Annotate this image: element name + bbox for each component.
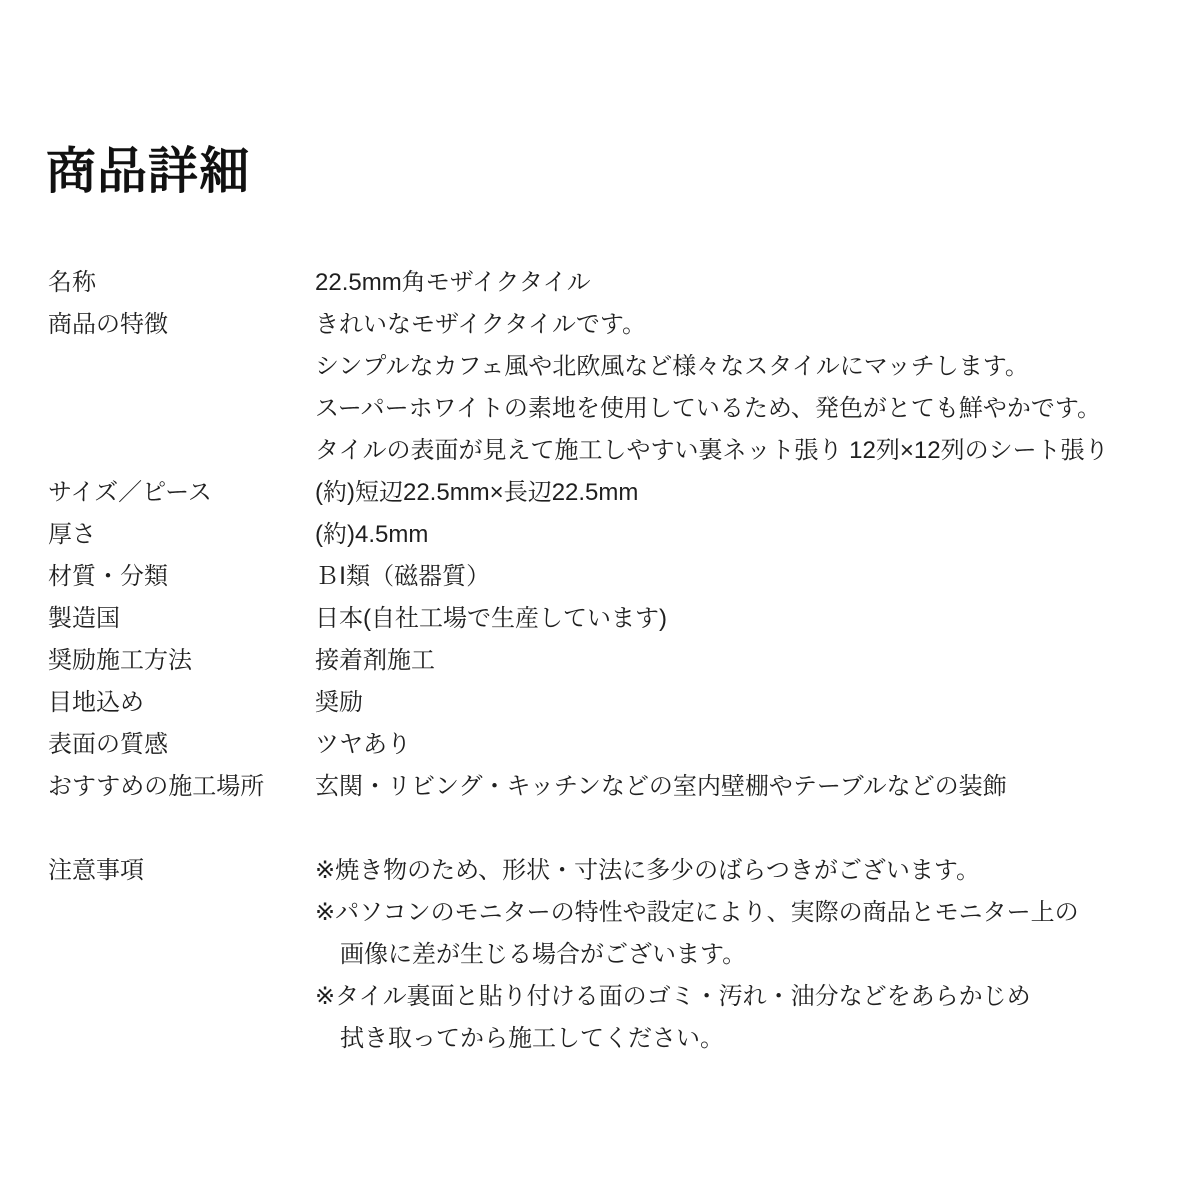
row-label: 目地込め bbox=[48, 689, 144, 716]
spec-table bbox=[48, 262, 1170, 1060]
row-value bbox=[315, 682, 1170, 724]
table-row-notes bbox=[48, 850, 1170, 1060]
row-label: 厚さ bbox=[48, 521, 96, 548]
table-row-size bbox=[48, 472, 1170, 514]
value-line: 玄関・リビング・キッチンなどの室内壁棚やテーブルなどの装飾 bbox=[315, 773, 1007, 800]
value-line: スーパーホワイトの素地を使用しているため、発色がとても鮮やかです。 bbox=[315, 395, 1101, 422]
row-label: おすすめの施工場所 bbox=[48, 773, 265, 800]
row-label: 表面の質感 bbox=[48, 731, 168, 758]
row-label: サイズ／ピース bbox=[48, 479, 212, 506]
table-row-country bbox=[48, 598, 1170, 640]
note-line: ※パソコンのモニターの特性や設定により、実際の商品とモニター上の bbox=[315, 899, 1079, 926]
row-value bbox=[315, 640, 1170, 682]
table-row-name bbox=[48, 262, 1170, 304]
note-line: ※タイル裏面と貼り付ける面のゴミ・汚れ・油分などをあらかじめ bbox=[315, 983, 1031, 1010]
value-line: 22.5mm角モザイクタイル bbox=[315, 269, 591, 296]
value-line: 奨励 bbox=[315, 689, 363, 716]
row-label: 名称 bbox=[48, 269, 96, 296]
value-line: ＢⅠ類（磁器質） bbox=[315, 563, 491, 590]
row-label: 奨励施工方法 bbox=[48, 647, 192, 674]
row-value bbox=[315, 262, 1170, 304]
note-line-continuation: 画像に差が生じる場合がございます。 bbox=[340, 941, 747, 968]
row-value bbox=[315, 724, 1170, 766]
row-value bbox=[315, 304, 1170, 472]
row-label: 材質・分類 bbox=[48, 563, 168, 590]
page-title: 商品詳細 bbox=[46, 143, 250, 199]
value-line: (約)短辺22.5mm×長辺22.5mm bbox=[315, 479, 639, 506]
value-line: ツヤあり bbox=[315, 731, 411, 758]
table-row-recommended-places bbox=[48, 766, 1170, 808]
note-line-continuation: 拭き取ってから施工してください。 bbox=[340, 1025, 724, 1052]
table-row-grout bbox=[48, 682, 1170, 724]
row-label: 商品の特徴 bbox=[48, 311, 168, 338]
row-label: 注意事項 bbox=[48, 857, 144, 884]
row-label: 製造国 bbox=[48, 605, 120, 632]
note-line: ※焼き物のため、形状・寸法に多少のばらつきがございます。 bbox=[315, 857, 980, 884]
table-row-thickness bbox=[48, 514, 1170, 556]
row-value bbox=[315, 598, 1170, 640]
table-row-method bbox=[48, 640, 1170, 682]
row-value bbox=[315, 556, 1170, 598]
row-value bbox=[315, 766, 1170, 808]
value-line: きれいなモザイクタイルです。 bbox=[315, 311, 646, 338]
table-row-material bbox=[48, 556, 1170, 598]
row-value bbox=[315, 514, 1170, 556]
table-row-features bbox=[48, 304, 1170, 472]
table-row-texture bbox=[48, 724, 1170, 766]
value-line: シンプルなカフェ風や北欧風など様々なスタイルにマッチします。 bbox=[315, 353, 1029, 380]
value-line: (約)4.5mm bbox=[315, 521, 429, 548]
row-value bbox=[315, 472, 1170, 514]
value-line: タイルの表面が見えて施工しやすい裏ネット張り 12列×12列のシート張り bbox=[315, 437, 1109, 464]
value-line: 接着剤施工 bbox=[315, 647, 435, 674]
row-value bbox=[315, 850, 1170, 1060]
value-line: 日本(自社工場で生産しています) bbox=[315, 605, 667, 632]
